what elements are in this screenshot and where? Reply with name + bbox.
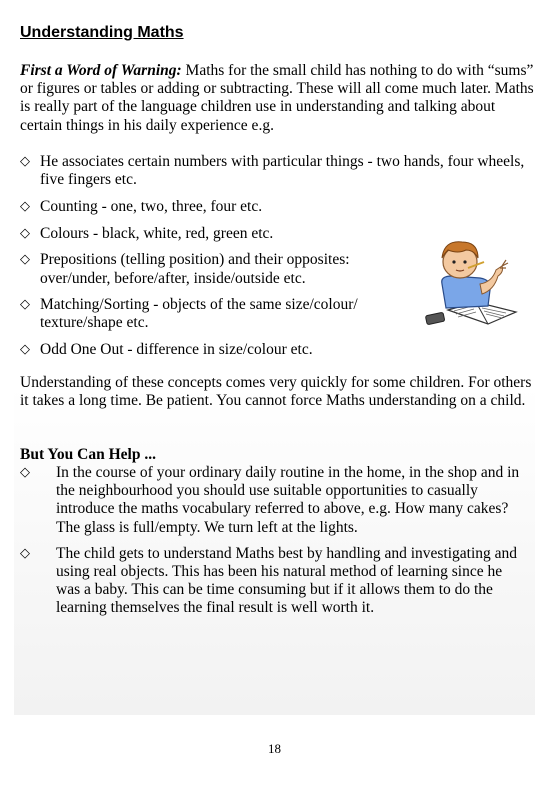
intro-lead: First a Word of Warning: xyxy=(20,62,182,79)
list-item xyxy=(20,296,410,332)
help-list xyxy=(20,464,528,626)
intro-text: Maths for the small child has nothing to do with “sums” or figures or tables or adding or subtracting. These will all come much later. Maths is really part of the language children use in understanding and talking about certain things in his daily experience e.g. xyxy=(20,62,534,134)
diamond-bullet-icon: ◇ xyxy=(20,545,30,561)
list-item-text: Colours - black, white, red, green etc. xyxy=(40,224,274,242)
page-number: 18 xyxy=(268,741,281,756)
diamond-bullet-icon: ◇ xyxy=(20,225,30,241)
list-item xyxy=(20,153,535,189)
diamond-bullet-icon: ◇ xyxy=(20,252,30,268)
list-item-text: Prepositions (telling position) and their opposites: over/under, before/after, inside/outside etc. xyxy=(40,251,350,287)
list-item xyxy=(20,198,535,216)
page-title: Understanding Maths xyxy=(20,24,184,41)
list-item-text: The child gets to understand Maths best by handling and investigating and using real objects. This has been his natural method of learning since he was a baby. This can be time consuming but if it allows them to do the learning themselves the final result is well worth it. xyxy=(56,544,518,617)
diamond-bullet-icon: ◇ xyxy=(20,297,30,313)
diamond-bullet-icon: ◇ xyxy=(20,154,30,169)
list-item xyxy=(20,341,535,359)
list-item xyxy=(20,251,410,287)
thinking-child-illustration xyxy=(418,232,526,340)
list-item-text: Counting - one, two, three, four etc. xyxy=(40,197,263,215)
list-item xyxy=(20,545,528,618)
list-item-text: Matching/Sorting - objects of the same size/colour/ texture/shape etc. xyxy=(40,296,358,332)
diamond-bullet-icon: ◇ xyxy=(20,465,30,480)
list-item xyxy=(20,464,528,537)
concepts-paragraph: Understanding of these concepts comes very quickly for some children. For others it takes a long time. Be patient. You cannot force Maths understanding on a child. xyxy=(20,374,532,410)
list-item-text: In the course of your ordinary daily routine in the home, in the shop and in the neighbourhood you should use suitable opportunities to casually introduce the maths vocabulary referred to above, e.g. How many cakes? The glass is full/empty. We turn left at the lights. xyxy=(56,464,520,536)
list-item-text: He associates certain numbers with particular things - two hands, four wheels, five fingers etc. xyxy=(40,153,525,189)
help-heading: But You Can Help ... xyxy=(20,446,156,463)
list-item-text: Odd One Out - difference in size/colour etc. xyxy=(40,341,313,359)
diamond-bullet-icon: ◇ xyxy=(20,342,30,358)
intro-paragraph xyxy=(20,62,535,135)
diamond-bullet-icon: ◇ xyxy=(20,198,30,214)
